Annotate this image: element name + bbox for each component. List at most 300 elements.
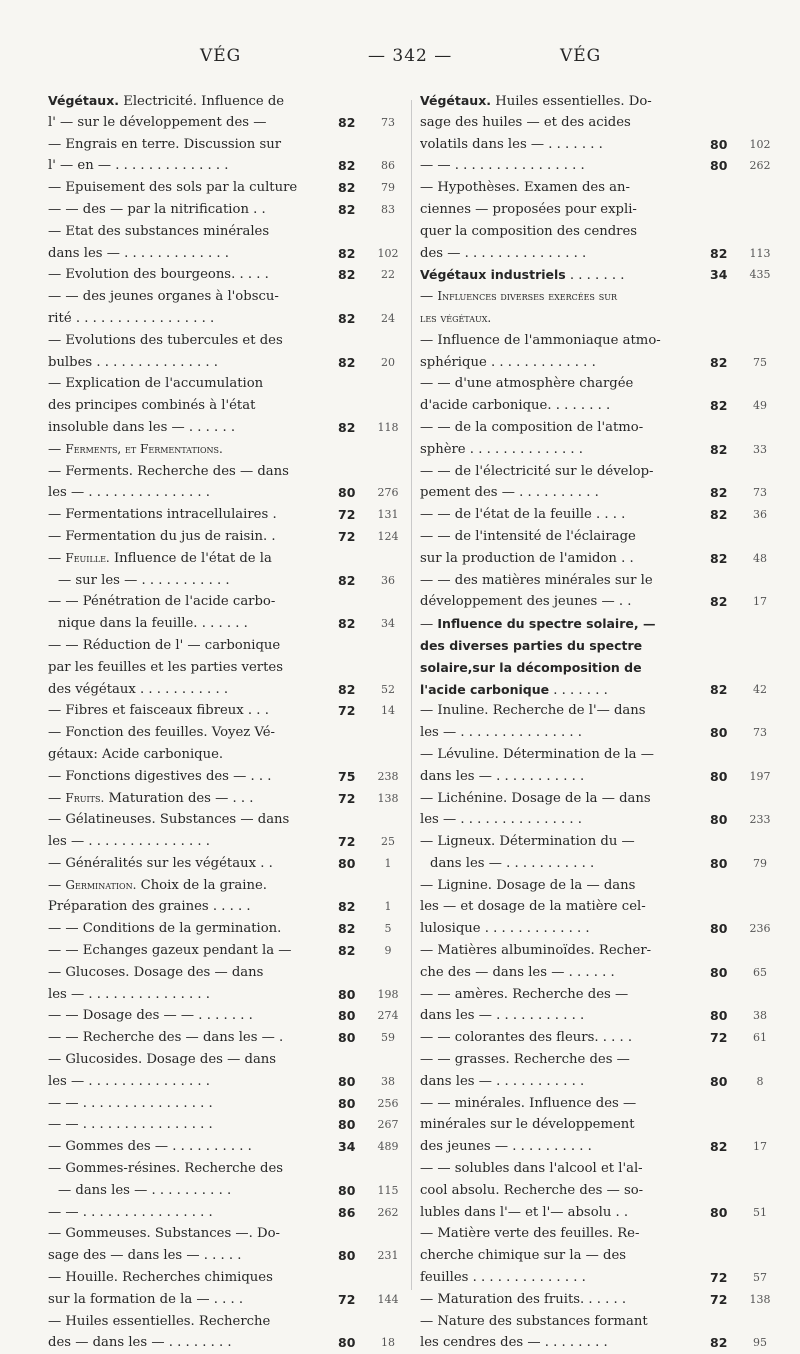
volume-number: 80: [338, 1248, 356, 1264]
page-reference: 231: [377, 1249, 399, 1263]
page-reference: 8: [756, 1074, 764, 1088]
volume-number: 82: [338, 616, 356, 632]
entry-text: — — de l'intensité de l'éclairage: [420, 528, 636, 544]
index-line: [420, 1267, 767, 1289]
index-line: [420, 177, 760, 199]
index-line: [420, 875, 760, 897]
index-line: [48, 679, 395, 701]
entry-text: des diverses parties du spectre: [420, 637, 643, 653]
index-line: [48, 613, 395, 635]
index-line: [420, 1332, 767, 1354]
entry-text: — Généralités sur les végétaux . .: [48, 855, 273, 871]
volume-number: 82: [710, 594, 728, 610]
page-reference: 61: [753, 1031, 767, 1045]
index-line: [48, 1267, 388, 1289]
volume-number: 82: [338, 158, 356, 174]
entry-text: — Feuille. Influence de l'état de la: [48, 550, 272, 566]
entry-text: volatils dans les — . . . . . . .: [420, 136, 603, 152]
entry-text: che des — dans les — . . . . . .: [420, 964, 615, 980]
index-line: [420, 570, 760, 592]
page-reference: 274: [377, 1009, 399, 1023]
index-line: [48, 112, 395, 134]
volume-number: 82: [338, 899, 356, 915]
index-line: [420, 1071, 764, 1093]
index-line: [48, 1245, 399, 1267]
volume-number: 82: [338, 681, 356, 697]
index-line: [420, 679, 767, 701]
entry-text: — Gélatineuses. Substances — dans: [48, 812, 290, 828]
page-reference: 435: [749, 268, 771, 282]
volume-number: 82: [338, 572, 356, 588]
volume-number: 72: [338, 1291, 356, 1307]
page-reference: 52: [381, 682, 395, 696]
index-line: [48, 439, 388, 461]
entry-text: — Matière verte des feuilles. Re-: [420, 1226, 640, 1242]
entry-text: — — des matières minérales sur le: [420, 572, 653, 588]
entry-text: — — de la composition de l'atmo-: [420, 419, 644, 435]
entry-text: — — . . . . . . . . . . . . . . . .: [48, 1117, 213, 1133]
index-line: [420, 1005, 767, 1027]
page-reference: 138: [377, 791, 399, 805]
page-reference: 33: [753, 442, 767, 456]
index-line: [420, 134, 771, 156]
index-line: [48, 940, 392, 962]
header-left: VÉG: [200, 46, 242, 66]
entry-text: — Gommeuses. Substances —. Do-: [48, 1226, 280, 1242]
index-line: [420, 591, 767, 613]
entry-text: les — . . . . . . . . . . . . . . .: [48, 834, 210, 850]
volume-number: 80: [338, 485, 356, 501]
entry-text: — — Echanges gazeux pendant la —: [48, 943, 292, 959]
volume-number: 82: [338, 310, 356, 326]
index-line: [420, 788, 760, 810]
entry-text: les cendres des — . . . . . . . .: [420, 1335, 608, 1351]
entry-text: — — . . . . . . . . . . . . . . . .: [420, 158, 585, 174]
index-line: [420, 1114, 760, 1136]
page-reference: 144: [377, 1292, 399, 1306]
page-reference: 73: [381, 115, 395, 129]
page-reference: 118: [377, 420, 399, 434]
page-reference: 9: [384, 944, 392, 958]
entry-text: les végétaux.: [420, 310, 492, 325]
index-line: [420, 722, 767, 744]
index-line: [48, 1136, 399, 1158]
volume-number: 34: [338, 1139, 356, 1155]
volume-number: 80: [710, 768, 728, 784]
entry-text: les — . . . . . . . . . . . . . . .: [48, 1073, 210, 1089]
index-line: [420, 395, 767, 417]
volume-number: 82: [338, 114, 356, 130]
index-line: [48, 1114, 399, 1136]
entry-text: Végétaux. Huiles essentielles. Do-: [420, 93, 652, 109]
volume-number: 82: [338, 201, 356, 217]
index-line: [48, 1332, 395, 1354]
page-reference: 276: [377, 486, 399, 500]
index-line: [48, 570, 395, 592]
page-reference: 102: [377, 246, 399, 260]
entry-text: lulosique . . . . . . . . . . . . .: [420, 921, 590, 937]
index-line: [48, 657, 388, 679]
entry-text: — dans les — . . . . . . . . . .: [58, 1182, 232, 1198]
volume-number: 82: [710, 245, 728, 261]
entry-text: nique dans la feuille. . . . . . .: [58, 616, 248, 632]
index-line: [48, 134, 388, 156]
index-line: [48, 1049, 388, 1071]
page-reference: 1: [384, 900, 392, 914]
entry-text: — Ligneux. Détermination du —: [420, 834, 635, 850]
page-reference: 83: [381, 202, 395, 216]
index-line: [48, 1005, 399, 1027]
entry-text: dans les — . . . . . . . . . . .: [420, 768, 585, 784]
entry-text: — — minérales. Influence des —: [420, 1095, 637, 1111]
volume-number: 80: [338, 986, 356, 1002]
page-reference: 38: [381, 1074, 395, 1088]
page-number: — 342 —: [368, 46, 453, 66]
page-reference: 49: [753, 399, 767, 413]
index-line: [48, 504, 399, 526]
entry-text: — Glucoses. Dosage des — dans: [48, 964, 264, 980]
volume-number: 34: [710, 267, 728, 283]
entry-text: rité . . . . . . . . . . . . . . . . .: [48, 310, 215, 326]
index-line: [420, 1289, 771, 1311]
index-line: [420, 221, 760, 243]
entry-text: — Fibres et faisceaux fibreux . . .: [48, 703, 269, 719]
index-line: [420, 853, 767, 875]
entry-text: — Epuisement des sols par la culture: [48, 180, 298, 196]
index-line: [420, 373, 760, 395]
entry-text: les — . . . . . . . . . . . . . . .: [48, 986, 210, 1002]
index-line: [420, 155, 771, 177]
index-line: [420, 504, 767, 526]
index-line: [420, 766, 771, 788]
entry-text: sage des — dans les — . . . . .: [48, 1248, 242, 1264]
index-line: [48, 1289, 399, 1311]
volume-number: 75: [338, 768, 356, 784]
entry-text: — Matières albuminoïdes. Recher-: [420, 943, 652, 959]
index-line: [48, 1202, 399, 1224]
index-line: [48, 788, 399, 810]
entry-text: — Nature des substances formant: [420, 1313, 648, 1329]
page-reference: 42: [753, 682, 767, 696]
index-line: [48, 744, 388, 766]
entry-text: Préparation des graines . . . . .: [48, 899, 251, 915]
entry-text: — — grasses. Recherche des —: [420, 1052, 630, 1068]
index-line: [420, 461, 760, 483]
index-line: [420, 1136, 767, 1158]
entry-text: développement des jeunes — . .: [420, 594, 632, 610]
index-line: [48, 984, 399, 1006]
volume-number: 80: [710, 158, 728, 174]
volume-number: 72: [710, 1030, 728, 1046]
volume-number: 80: [338, 1030, 356, 1046]
volume-number: 82: [710, 441, 728, 457]
page-reference: 233: [749, 813, 771, 827]
entry-text: — Ferments, et Fermentations.: [48, 441, 223, 457]
page-reference: 131: [377, 508, 399, 522]
index-line: [48, 286, 388, 308]
page-reference: 1: [384, 856, 392, 870]
page-reference: 86: [381, 159, 395, 173]
entry-text: — Fonction des feuilles. Voyez Vé-: [48, 725, 275, 741]
entry-text: Végétaux. Electricité. Influence de: [48, 93, 285, 109]
volume-number: 80: [710, 812, 728, 828]
volume-number: 82: [338, 245, 356, 261]
volume-number: 80: [338, 1095, 356, 1111]
entry-text: — Glucosides. Dosage des — dans: [48, 1052, 277, 1068]
entry-text: — Influence du spectre solaire, —: [420, 616, 656, 633]
index-line: [420, 918, 771, 940]
page-reference: 236: [749, 922, 771, 936]
entry-text: — Lignine. Dosage de la — dans: [420, 877, 636, 893]
entry-text: — Houille. Recherches chimiques: [48, 1270, 273, 1286]
entry-text: sphérique . . . . . . . . . . . . .: [420, 354, 596, 370]
volume-number: 80: [710, 725, 728, 741]
index-line: [420, 896, 760, 918]
entry-text: gétaux: Acide carbonique.: [48, 746, 224, 762]
entry-text: — — Réduction de l' — carbonique: [48, 637, 281, 653]
index-line: [48, 1158, 388, 1180]
entry-text: dans les — . . . . . . . . . . .: [420, 1073, 585, 1089]
volume-number: 86: [338, 1204, 356, 1220]
entry-text: des principes combinés à l'état: [48, 398, 256, 414]
index-line: [48, 352, 395, 374]
right-column: [420, 90, 771, 1354]
index-line: [48, 1180, 399, 1202]
entry-text: — Evolution des bourgeons. . . . .: [48, 267, 269, 283]
page-reference: 79: [753, 856, 767, 870]
volume-number: 80: [338, 1182, 356, 1198]
page-reference: 256: [377, 1096, 399, 1110]
page-reference: 124: [377, 529, 399, 543]
index-line: [420, 243, 771, 265]
page-reference: 113: [749, 246, 771, 260]
page-header: [0, 46, 800, 76]
index-line: [48, 962, 388, 984]
index-line: [420, 526, 760, 548]
header-right: VÉG: [560, 46, 602, 66]
index-line: [420, 199, 760, 221]
index-line: [48, 417, 399, 439]
index-line: [420, 613, 760, 635]
entry-text: les — et dosage de la matière cel-: [420, 899, 646, 915]
page-reference: 198: [377, 987, 399, 1001]
page-reference: 20: [381, 355, 395, 369]
index-line: [420, 330, 760, 352]
entry-text: sphère . . . . . . . . . . . . . .: [420, 441, 583, 457]
entry-text: — — Conditions de la germination.: [48, 921, 282, 937]
entry-text: bulbes . . . . . . . . . . . . . . .: [48, 354, 218, 370]
page-reference: 115: [377, 1183, 399, 1197]
entry-text: — Germination. Choix de la graine.: [48, 877, 267, 893]
entry-text: solaire,sur la décomposition de: [420, 659, 642, 675]
volume-number: 82: [710, 354, 728, 370]
page-reference: 102: [749, 137, 771, 151]
index-line: [48, 809, 388, 831]
page-reference: 36: [753, 508, 767, 522]
entry-text: — Lévuline. Détermination de la —: [420, 746, 654, 762]
index-line: [420, 1202, 767, 1224]
entry-text: — — . . . . . . . . . . . . . . . .: [48, 1095, 213, 1111]
column-divider: [411, 100, 412, 1290]
entry-text: sur la production de l'amidon . .: [420, 550, 634, 566]
volume-number: 80: [338, 855, 356, 871]
index-line: [420, 1093, 760, 1115]
entry-text: — Explication de l'accumulation: [48, 376, 264, 392]
entry-text: pement des — . . . . . . . . . .: [420, 485, 599, 501]
index-line: [48, 482, 399, 504]
volume-number: 82: [338, 943, 356, 959]
entry-text: par les feuilles et les parties vertes: [48, 659, 283, 675]
entry-text: — — d'une atmosphère chargée: [420, 376, 634, 392]
entry-text: — Lichénine. Dosage de la — dans: [420, 790, 651, 806]
entry-text: — Engrais en terre. Discussion sur: [48, 136, 282, 152]
page-reference: 65: [753, 965, 767, 979]
page-reference: 489: [377, 1140, 399, 1154]
index-line: [48, 635, 388, 657]
volume-number: 82: [710, 398, 728, 414]
entry-text: — Huiles essentielles. Recherche: [48, 1313, 271, 1329]
entry-text: lubles dans l'— et l'— absolu . .: [420, 1204, 629, 1220]
entry-text: insoluble dans les — . . . . . .: [48, 419, 236, 435]
volume-number: 80: [710, 964, 728, 980]
page-reference: 18: [381, 1336, 395, 1350]
entry-text: — — . . . . . . . . . . . . . . . .: [48, 1204, 213, 1220]
volume-number: 72: [338, 790, 356, 806]
volume-number: 82: [338, 180, 356, 196]
entry-text: ciennes — proposées pour expli-: [420, 201, 637, 217]
volume-number: 72: [338, 507, 356, 523]
index-line: [48, 722, 388, 744]
volume-number: 80: [338, 1335, 356, 1351]
volume-number: 82: [710, 485, 728, 501]
entry-text: — Gommes-résines. Recherche des: [48, 1161, 284, 1177]
entry-text: cool absolu. Recherche des — so-: [420, 1182, 644, 1198]
volume-number: 82: [338, 354, 356, 370]
page-reference: 17: [753, 595, 767, 609]
index-line: [420, 940, 760, 962]
index-line: [48, 177, 395, 199]
index-line: [420, 984, 760, 1006]
entry-text: — Fruits. Maturation des — . . .: [48, 790, 254, 806]
left-column: [48, 90, 399, 1354]
entry-text: — Inuline. Recherche de l'— dans: [420, 703, 646, 719]
volume-number: 82: [338, 267, 356, 283]
index-line: [420, 264, 771, 286]
volume-number: 82: [710, 1139, 728, 1155]
entry-text: les — . . . . . . . . . . . . . . .: [48, 485, 210, 501]
entry-text: — sur les — . . . . . . . . . . .: [58, 572, 230, 588]
entry-text: — Etat des substances minérales: [48, 223, 270, 239]
volume-number: 72: [338, 528, 356, 544]
page-reference: 34: [381, 617, 395, 631]
volume-number: 82: [710, 681, 728, 697]
index-line: [48, 766, 399, 788]
entry-text: des jeunes — . . . . . . . . . .: [420, 1139, 592, 1155]
page-reference: 238: [377, 769, 399, 783]
entry-text: quer la composition des cendres: [420, 223, 638, 239]
page-reference: 22: [381, 268, 395, 282]
entry-text: — — de l'état de la feuille . . . .: [420, 507, 626, 523]
entry-text: cherche chimique sur la — des: [420, 1248, 627, 1264]
page-reference: 197: [749, 769, 771, 783]
volume-number: 82: [338, 419, 356, 435]
volume-number: 82: [338, 921, 356, 937]
entry-text: — Ferments. Recherche des — dans: [48, 463, 289, 479]
entry-text: — — des jeunes organes à l'obscu-: [48, 289, 279, 305]
entry-text: — Influences diverses exercées sur: [420, 289, 617, 305]
index-line: [420, 90, 760, 112]
entry-text: des — . . . . . . . . . . . . . . .: [420, 245, 587, 261]
volume-number: 82: [710, 1335, 728, 1351]
index-line: [48, 918, 392, 940]
entry-text: les — . . . . . . . . . . . . . . .: [420, 812, 582, 828]
entry-text: — Hypothèses. Examen des an-: [420, 180, 630, 196]
index-line: [48, 896, 392, 918]
index-line: [48, 373, 388, 395]
volume-number: 80: [338, 1008, 356, 1024]
page-reference: 38: [753, 1009, 767, 1023]
index-line: [48, 591, 388, 613]
entry-text: l'acide carbonique . . . . . . .: [420, 681, 608, 698]
entry-text: des — dans les — . . . . . . . .: [48, 1335, 232, 1351]
volume-number: 80: [710, 921, 728, 937]
entry-text: — — colorantes des fleurs. . . . .: [420, 1030, 633, 1046]
entry-text: Végétaux industriels . . . . . . .: [420, 267, 625, 284]
index-line: [420, 112, 760, 134]
volume-number: 80: [710, 1008, 728, 1024]
volume-number: 80: [710, 1204, 728, 1220]
index-line: [420, 831, 760, 853]
index-line: [420, 1223, 760, 1245]
entry-text: l' — sur le développement des —: [48, 114, 267, 130]
volume-number: 80: [338, 1117, 356, 1133]
entry-text: feuilles . . . . . . . . . . . . . .: [420, 1270, 586, 1286]
volume-number: 80: [710, 1073, 728, 1089]
index-line: [48, 1223, 388, 1245]
page-reference: 5: [384, 922, 392, 936]
entry-text: — — solubles dans l'alcool et l'al-: [420, 1161, 643, 1177]
volume-number: 82: [710, 507, 728, 523]
index-line: [420, 548, 767, 570]
page-reference: 95: [753, 1336, 767, 1350]
index-line: [420, 809, 771, 831]
page-reference: 17: [753, 1140, 767, 1154]
entry-text: dans les — . . . . . . . . . . .: [420, 1008, 585, 1024]
entry-text: — — des — par la nitrification . .: [48, 201, 266, 217]
page-reference: 79: [381, 181, 395, 195]
entry-text: — Fermentation du jus de raisin. .: [48, 528, 276, 544]
page-reference: 36: [381, 573, 395, 587]
index-line: [48, 199, 395, 221]
page-reference: 267: [377, 1118, 399, 1132]
index-line: [48, 1027, 395, 1049]
index-line: [420, 635, 760, 657]
index-line: [48, 1093, 399, 1115]
entry-text: — Fermentations intracellulaires .: [48, 507, 277, 523]
page-reference: 25: [381, 835, 395, 849]
page-reference: 75: [753, 355, 767, 369]
page-reference: 51: [753, 1205, 767, 1219]
entry-text: — Influence de l'ammoniaque atmo-: [420, 332, 661, 348]
index-line: [48, 330, 388, 352]
entry-text: — — amères. Recherche des —: [420, 986, 629, 1002]
index-line: [48, 526, 399, 548]
index-line: [420, 744, 760, 766]
entry-text: des végétaux . . . . . . . . . . .: [48, 681, 229, 697]
page-reference: 73: [753, 486, 767, 500]
index-line: [48, 700, 395, 722]
index-line: [48, 308, 395, 330]
